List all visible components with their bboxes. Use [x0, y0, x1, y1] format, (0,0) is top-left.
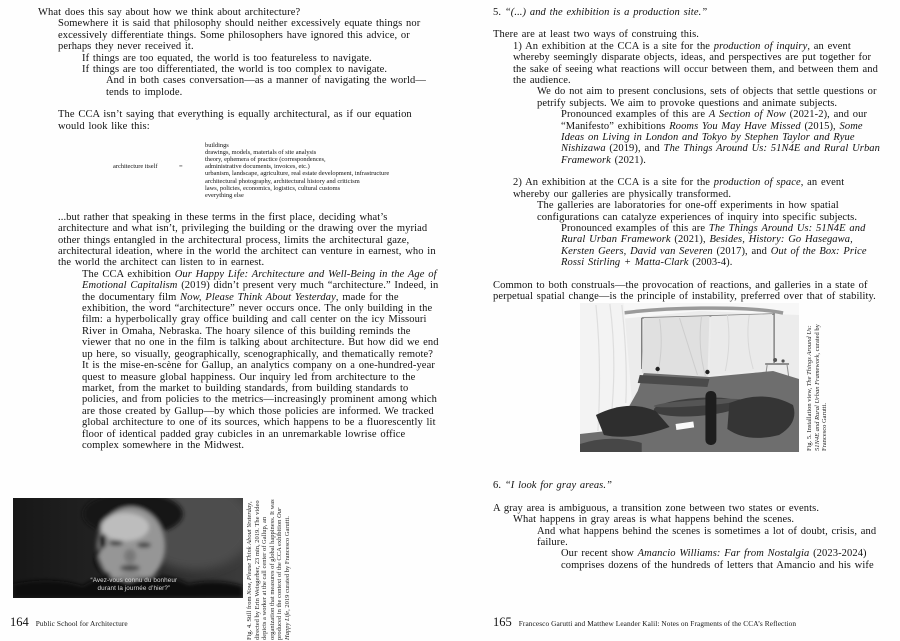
page-right	[450, 0, 900, 641]
equation-item: urbanism, landscape, agriculture, real estate development, infrastructure	[205, 170, 390, 178]
footer-title: Public School for Architecture	[35, 619, 128, 628]
subtitle-line: “Avez-vous connu du bonheur	[90, 577, 178, 584]
figure-4-caption: Fig. 4. Still from Now, Please Think About Yesterday, directed by Erin Weisgerber, 23 min, 2019. The video depicts a worker at the call center of Gallup, an organization that measures of global happiness. It was produced in the context of the CCA exhibition Our Happy Life, 2019 curated by Francesco Garutti.	[246, 499, 291, 640]
paragraph: And what happens behind the scenes is sometimes a lot of doubt, crisis, and failure.	[537, 525, 877, 548]
figure-4-photo	[13, 498, 243, 598]
paragraph: Our recent show Amancio Williams: Far from Nostalgia (2023-2024) comprises dozens of the hundreds of letters that Amancio and his wife	[561, 548, 874, 571]
equation-items	[205, 142, 440, 199]
paragraph: The galleries are laboratories for one-off experiments in how spatial configurations can catalyze experiences of inquiry into specific subjects.	[537, 200, 858, 223]
equation-item: laws, policies, economics, logistics, cultural customs	[205, 184, 341, 192]
right-text-column	[493, 7, 882, 571]
paragraph: Pronounced examples of this are The Things Around Us: 51N4E and Rural Urban Framework (2021), Besides, History: Go Hasegawa, Kersten Geers, David van Severen (2017), and Out of the Box: Price Rossi Stirling + Matta-Clark (2003-4).	[561, 222, 867, 269]
paragraph: We do not aim to present conclusions, sets of objects that settle questions or petrify subjects. We aim to provoke questions and animate subjects.	[537, 86, 877, 109]
paragraph: A gray area is ambiguous, a transition zone between two states or events.	[493, 502, 820, 514]
paragraph: There are at least two ways of construing this.	[493, 29, 700, 41]
paragraph: ...but rather that speaking in these terms in the first place, deciding what’s architecture and what isn’t, privileging the building or the drawing over the myriad other things entangled in the architectural process, limits the architectural gaze, architectural ideation, where in the world the architect can venture in earnest, who in the world the architect can listen to in earnest.	[58, 211, 436, 269]
equation-label: architecture itself	[113, 163, 158, 171]
subtitle-line: durant la journée d’hier?”	[97, 585, 171, 592]
footer-title: Francesco Garutti and Matthew Leander Kalil: Notes on Fragments of the CCA’s Reflection	[518, 619, 797, 628]
figure-5-caption: Fig. 5. Installation view, The Things Around Us: 51N4E and Rural Urban Framework, curated by Francesco Garutti.	[806, 324, 829, 451]
page-footer	[10, 615, 128, 630]
headset-earpiece	[99, 534, 106, 548]
paragraph: And in both cases conversation—as a manner of navigating the world—tends to implode.	[106, 75, 426, 98]
paragraph: 1) An exhibition at the CCA is a site for the production of inquiry, an event whereby seemingly disparate objects, ideas, and perspectives are put together for the sake of seeing what reactions will occur between them, and between them and the audience.	[513, 40, 878, 87]
paragraph: What does this say about how we think about architecture?	[38, 7, 301, 18]
architecture-equation	[113, 142, 440, 199]
equation-item: everything else	[205, 191, 244, 199]
paragraph: 2) An exhibition at the CCA is a site for the production of space, an event whereby our galleries are physically transformed.	[513, 177, 845, 200]
equation-item: buildings	[205, 142, 229, 150]
equation-operator: =	[179, 163, 183, 171]
section-heading: 6. “I look for gray areas.”	[493, 480, 613, 492]
equation-item: architectural photography, architectural history and criticism	[205, 177, 360, 185]
equation-item: theory, ephemera of practice (correspondences,	[205, 156, 326, 164]
paragraph: The CCA exhibition Our Happy Life: Architecture and Well-Being in the Age of Emotional Capitalism (2019) didn’t present very much “architecture.” Indeed, in the documentary film Now, Please Think About Yesterday, made for the exhibition, the word “architecture” never occurs once. The only building in the film: a hyperbolically gray office building and call center on the icy Missouri River in Omaha, Nebraska. The hoary silence of this building reminds the viewer that no one in the film is talking about architecture. But how did we end up here, so visually, geographically, scenographically, and thematically remote? It is the mise-en-scène for Gallup, an analytics company on a one-hundred-year quest to measure global happiness. Our inquiry led from architecture to the market, from the market to building standards, from building standards to policies, and from policies to the metrics—increasingly prominent among which are those created by Gallup—by which those policies are informed. We tracked global architecture to one of its sources, which happens to be a fluorescently lit floor of identical padded gray cubicles in an unremarkable lowrise office complex somewhere in the Midwest.	[82, 268, 439, 451]
left-text-column	[38, 7, 440, 451]
paragraph: Pronounced examples of this are A Section of Now (2021-2), and our “Manifesto” exhibitions Rooms You May Have Missed (2015), Some Ideas on Living in London and Tokyo by Stephen Taylor and Ryue Nishizawa (2019), and The Things Around Us: 51N4E and Rural Urban Framework (2021).	[561, 109, 880, 166]
paragraph: If things are too equated, the world is too featureless to navigate.	[82, 52, 372, 64]
page-footer	[493, 615, 796, 630]
paragraph: If things are too differentiated, the world is too complex to navigate.	[82, 64, 388, 76]
paragraph: The CCA isn’t saying that everything is equally architectural, as if our equation would look like this:	[58, 109, 412, 132]
paragraph: Common to both construals—the provocation of reactions, and galleries in a state of perpetual spatial change—is the principle of instability, preferred over that of stability.	[493, 279, 876, 302]
installation-view-photo	[580, 303, 799, 452]
page-number: 164	[10, 615, 29, 629]
equation-item: administrative documents, invoices, etc.)	[205, 163, 310, 171]
equation-item: drawings, models, materials of site analysis	[205, 149, 317, 157]
figure-5-photo	[580, 303, 799, 452]
paragraph: What happens in gray areas is what happens behind the scenes.	[513, 514, 795, 526]
page-number: 165	[493, 615, 512, 629]
section-heading: 5. “(...) and the exhibition is a production site.”	[493, 7, 708, 18]
video-subtitle	[36, 577, 232, 593]
paragraph: Somewhere it is said that philosophy should neither excessively equate things nor excessively differentiate things. Some philosophers have ignored this advice, or perhaps they never received it.	[58, 18, 421, 53]
